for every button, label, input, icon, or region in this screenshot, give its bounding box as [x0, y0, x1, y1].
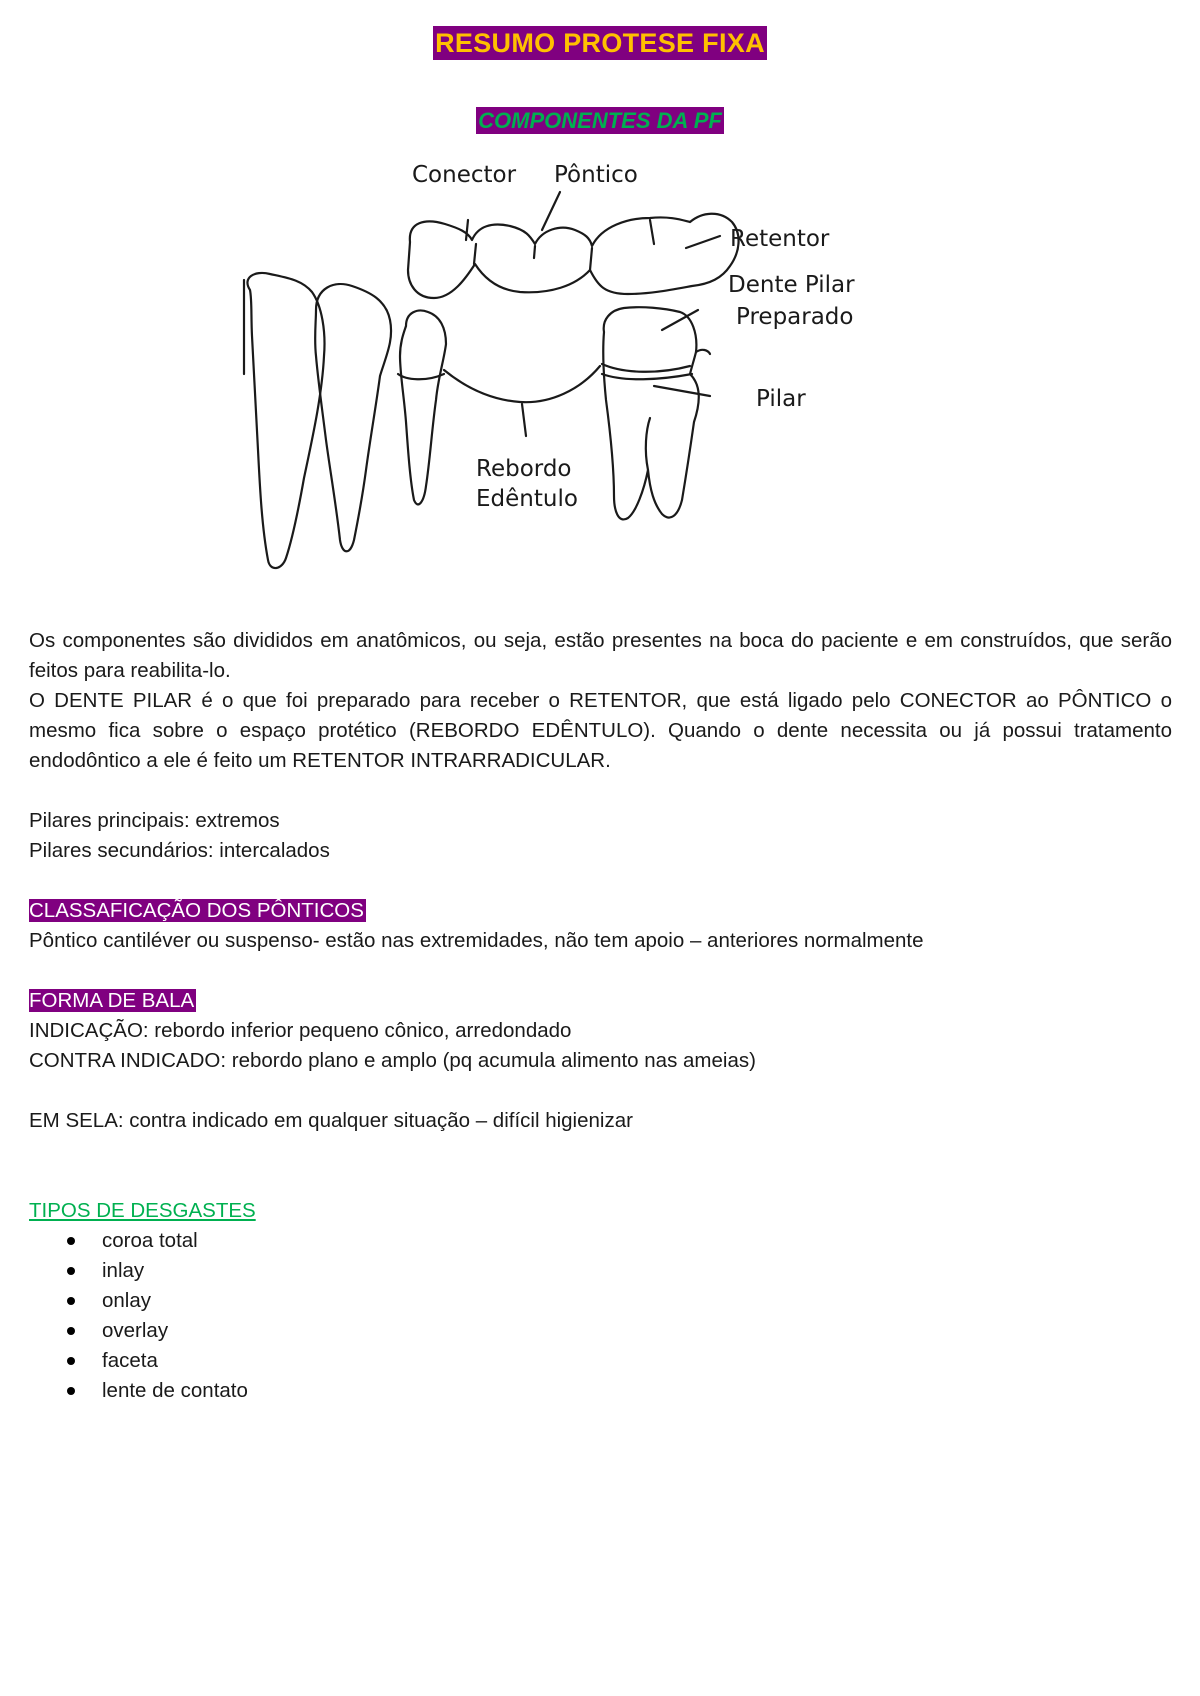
page-title-wrapper	[0, 28, 1200, 59]
dental-bridge-illustration	[230, 160, 950, 610]
sela-text: EM SELA: contra indicado em qualquer situação – difícil higienizar	[29, 1109, 633, 1132]
page-title: RESUMO PROTESE FIXA	[435, 28, 765, 58]
label-pilar: Pilar	[756, 386, 806, 412]
pilares-principais: Pilares principais: extremos	[29, 809, 280, 832]
list-item: overlay	[29, 1316, 1172, 1346]
tooth-left-2	[315, 284, 391, 551]
label-conector: Conector	[412, 162, 517, 188]
label-pontico: Pôntico	[554, 162, 638, 188]
bala-heading: FORMA DE BALA	[29, 989, 195, 1012]
pontico-cantilever: Pôntico cantiléver ou suspenso- estão nas extremidades, não tem apoio – anteriores normalmente	[29, 929, 924, 952]
edentulous-ridge	[444, 366, 600, 402]
list-item: onlay	[29, 1286, 1172, 1316]
label-rebordo: Rebordo	[476, 456, 572, 482]
intro-paragraph-1: Os componentes são divididos em anatômicos, ou seja, estão presentes na boca do paciente e em construídos, que serão feitos para reabilita-lo.	[29, 629, 1172, 682]
ponticos-heading: CLASSAFICAÇÃO DOS PÔNTICOS	[29, 899, 364, 922]
desgastes-list	[29, 1226, 1172, 1406]
list-item: lente de contato	[29, 1376, 1172, 1406]
document-body	[29, 626, 1172, 1406]
list-item: coroa total	[29, 1226, 1172, 1256]
bala-indicacao: INDICAÇÃO: rebordo inferior pequeno cônico, arredondado	[29, 1019, 572, 1042]
intro-paragraph-2: O DENTE PILAR é o que foi preparado para receber o RETENTOR, que está ligado pelo CONECTOR ao PÔNTICO o mesmo fica sobre o espaço protético (REBORDO EDÊNTULO). Quando o dente necessita ou já possui tratamento endodôntico a ele é feito um RETENTOR INTRARRADICULAR.	[29, 689, 1172, 772]
tooth-left-3	[400, 311, 446, 505]
list-item: inlay	[29, 1256, 1172, 1286]
pilares-secundarios: Pilares secundários: intercalados	[29, 839, 330, 862]
bridge-outline	[408, 214, 739, 298]
abutment-tooth	[603, 307, 699, 519]
components-heading-wrapper	[0, 108, 1200, 134]
bala-contra-indicado: CONTRA INDICADO: rebordo plano e amplo (pq acumula alimento nas ameias)	[29, 1049, 756, 1072]
components-heading: COMPONENTES DA PF	[478, 108, 722, 133]
label-retentor: Retentor	[730, 226, 830, 252]
label-edentulo: Edêntulo	[476, 486, 578, 512]
label-preparado: Preparado	[736, 304, 854, 330]
list-item: faceta	[29, 1346, 1172, 1376]
fixed-prosthesis-diagram	[230, 160, 950, 610]
tooth-left-1	[247, 273, 324, 568]
desgastes-heading: TIPOS DE DESGASTES	[29, 1199, 256, 1222]
label-dente-pilar: Dente Pilar	[728, 272, 855, 298]
